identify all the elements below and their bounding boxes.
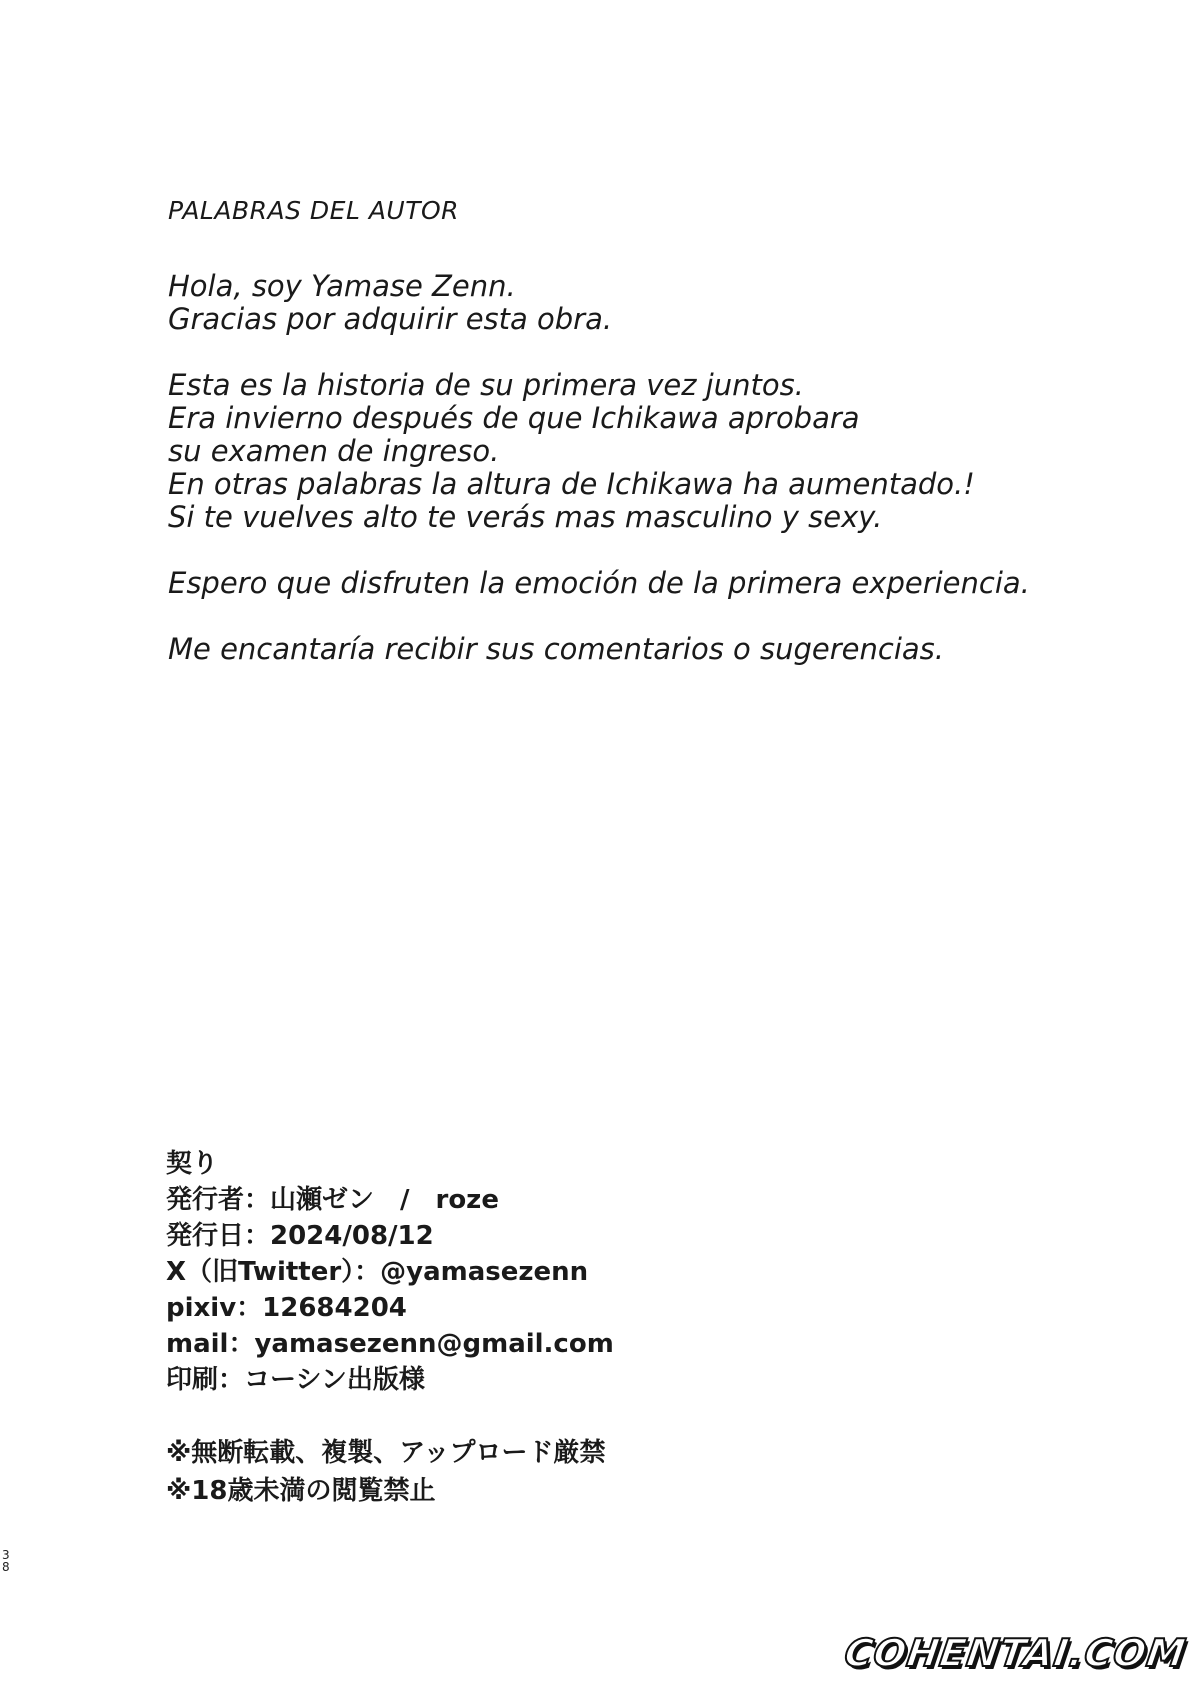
colophon-date: 発行日：2024/08/12 — [166, 1221, 434, 1251]
message-line: Hola, soy Yamase Zenn. — [168, 269, 516, 303]
colophon-printer: 印刷：コーシン出版様 — [166, 1365, 425, 1395]
author-message — [168, 270, 1068, 699]
message-paragraph — [168, 567, 1068, 600]
notice-reprint: ※無断転載、複製、アップロード厳禁 — [166, 1438, 606, 1468]
notice-age-restriction: ※18歳未満の閲覧禁止 — [166, 1476, 436, 1506]
message-paragraph — [168, 633, 1068, 666]
page-heading: PALABRAS DEL AUTOR — [168, 196, 460, 225]
colophon-pixiv: pixiv：12684204 — [166, 1293, 407, 1323]
message-line: Espero que disfruten la emoción de la primera experiencia. — [168, 566, 1030, 600]
page-number: 38 — [2, 1548, 10, 1574]
message-line: Era invierno después de que Ichikawa aprobara — [168, 401, 860, 435]
message-line: Esta es la historia de su primera vez juntos. — [168, 368, 804, 402]
message-line: En otras palabras la altura de Ichikawa ha aumentado.! — [168, 467, 975, 501]
message-paragraph — [168, 369, 1068, 534]
colophon-twitter: X（旧Twitter）：@yamasezenn — [166, 1257, 589, 1287]
copyright-notices — [166, 1434, 605, 1510]
message-line: su examen de ingreso. — [168, 434, 500, 468]
message-paragraph — [168, 270, 1068, 336]
message-line: Si te vuelves alto te verás mas masculino y sexy. — [168, 500, 883, 534]
colophon-title: 契り — [166, 1149, 219, 1179]
message-line: Me encantaría recibir sus comentarios o sugerencias. — [168, 632, 944, 666]
message-line: Gracias por adquirir esta obra. — [168, 302, 613, 336]
colophon-mail: mail：yamasezenn@gmail.com — [166, 1329, 614, 1359]
colophon — [166, 1146, 614, 1398]
colophon-publisher: 発行者：山瀬ゼン / roze — [166, 1185, 499, 1215]
site-watermark: COHENTAI.COM — [842, 1631, 1190, 1675]
